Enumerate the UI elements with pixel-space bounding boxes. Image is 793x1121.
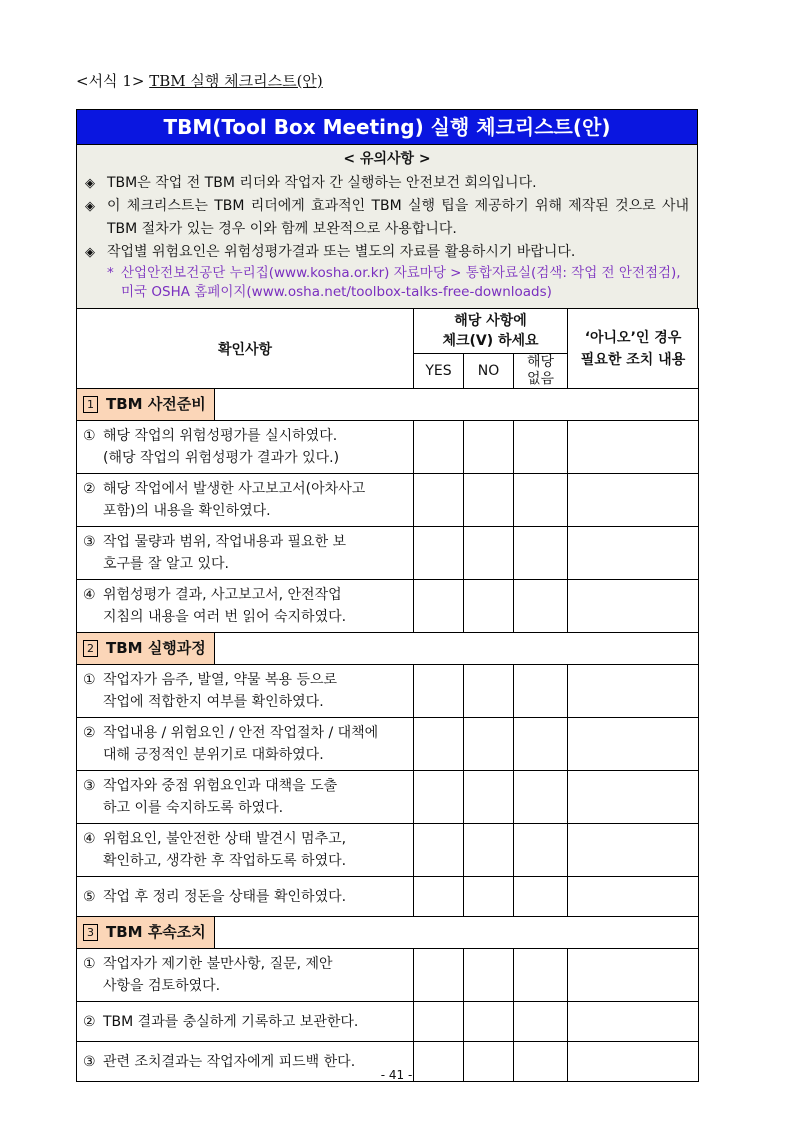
caption-prefix: <서식 1> [76, 72, 145, 90]
yes-check-cell[interactable] [414, 771, 464, 824]
checklist-row [77, 474, 699, 527]
na-check-cell[interactable] [514, 1002, 568, 1042]
item-line2: 사항을 검토하였다. [103, 978, 221, 994]
na-check-cell[interactable] [514, 949, 568, 1002]
section-cell [77, 633, 699, 665]
header-action-line2: 필요한 조치 내용 [580, 351, 686, 368]
section-cell [77, 389, 699, 421]
na-check-cell[interactable] [514, 421, 568, 474]
item-text-cell [77, 474, 414, 527]
source-text: 산업안전보건공단 누리집(www.kosha.or.kr) 자료마당 > 통합자료실(검색: 작업 전 안전점검),미국 OSHA 홈페이지(www.osha.net/toolbox-talks-free-downloads) [121, 265, 681, 300]
checklist-row [77, 718, 699, 771]
item-line1: 위험요인, 불안전한 상태 발견시 멈추고, [103, 831, 347, 847]
na-check-cell[interactable] [514, 877, 568, 917]
item-number: ④ [83, 587, 96, 603]
yes-check-cell[interactable] [414, 824, 464, 877]
checklist-body [77, 389, 699, 1082]
item-line2: 호구를 잘 알고 있다. [103, 556, 229, 572]
item-number: ② [83, 481, 96, 497]
diamond-bullet-icon: ◈ [85, 176, 95, 191]
na-check-cell[interactable] [514, 824, 568, 877]
action-input-cell[interactable] [568, 665, 699, 718]
notes-box [76, 144, 698, 308]
checklist-row [77, 665, 699, 718]
yes-check-cell[interactable] [414, 877, 464, 917]
item-text-cell [77, 718, 414, 771]
no-check-cell[interactable] [464, 877, 514, 917]
checklist-row [77, 1002, 699, 1042]
item-text-cell [77, 421, 414, 474]
na-check-cell[interactable] [514, 474, 568, 527]
yes-check-cell[interactable] [414, 718, 464, 771]
item-line2: 포함)의 내용을 확인하였다. [103, 503, 271, 519]
action-input-cell[interactable] [568, 949, 699, 1002]
diamond-bullet-icon: ◈ [85, 245, 95, 260]
item-number: ② [83, 725, 96, 741]
item-line1: 위험성평가 결과, 사고보고서, 안전작업 [103, 587, 342, 603]
item-text-cell [77, 877, 414, 917]
item-line2: 작업에 적합한지 여부를 확인하였다. [103, 694, 324, 710]
item-number: ② [83, 1013, 96, 1030]
no-check-cell[interactable] [464, 665, 514, 718]
section-label [77, 917, 215, 948]
note-item [85, 172, 689, 195]
item-line1: 작업자가 제기한 불만사항, 질문, 제안 [103, 956, 333, 972]
section-number-box: 3 [83, 924, 98, 941]
item-text-cell [77, 665, 414, 718]
caption-title: TBM 실행 체크리스트(안) [149, 72, 323, 90]
checklist-row [77, 824, 699, 877]
no-check-cell[interactable] [464, 421, 514, 474]
checklist-row [77, 877, 699, 917]
item-line1: 작업자가 음주, 발열, 약물 복용 등으로 [103, 672, 338, 688]
item-line1: 작업자와 중점 위험요인과 대책을 도출 [103, 778, 338, 794]
note-text: TBM은 작업 전 TBM 리더와 작업자 간 실행하는 안전보건 회의입니다. [107, 175, 537, 191]
item-line1: 작업 후 정리 정돈을 상태를 확인하였다. [103, 888, 347, 905]
item-text-cell [77, 580, 414, 633]
no-check-cell[interactable] [464, 771, 514, 824]
no-check-cell[interactable] [464, 949, 514, 1002]
section-title: TBM 실행과정 [106, 639, 206, 657]
action-input-cell[interactable] [568, 1002, 699, 1042]
item-line2: 지침의 내용을 여러 번 읽어 숙지하였다. [103, 609, 347, 625]
item-number: ③ [83, 1053, 96, 1070]
header-no: NO [464, 354, 514, 389]
section-row [77, 389, 699, 421]
item-number: ① [83, 672, 96, 688]
action-input-cell[interactable] [568, 718, 699, 771]
na-check-cell[interactable] [514, 527, 568, 580]
item-text-cell [77, 771, 414, 824]
asterisk-icon: * [107, 265, 114, 281]
yes-check-cell[interactable] [414, 580, 464, 633]
na-check-cell[interactable] [514, 580, 568, 633]
header-check-line1: 해당 사항에 [454, 313, 527, 329]
yes-check-cell[interactable] [414, 949, 464, 1002]
note-item [85, 241, 689, 264]
item-line1: 작업내용 / 위험요인 / 안전 작업절차 / 대책에 [103, 725, 379, 741]
sheet-title: TBM(Tool Box Meeting) 실행 체크리스트(안) [76, 109, 698, 144]
checklist-row [77, 580, 699, 633]
notes-heading: < 유의사항 > [343, 151, 431, 167]
no-check-cell[interactable] [464, 824, 514, 877]
yes-check-cell[interactable] [414, 1002, 464, 1042]
na-check-cell[interactable] [514, 771, 568, 824]
note-text: 이 체크리스트는 TBM 리더에게 효과적인 TBM 실행 팁을 제공하기 위해 제작된 것으로 사내 TBM 절차가 있는 경우 이와 함께 보완적으로 사용합니다. [107, 198, 689, 237]
item-line1: TBM 결과를 충실하게 기록하고 보관한다. [103, 1013, 359, 1030]
no-check-cell[interactable] [464, 580, 514, 633]
checklist-row [77, 771, 699, 824]
yes-check-cell[interactable] [414, 421, 464, 474]
yes-check-cell[interactable] [414, 527, 464, 580]
na-check-cell[interactable] [514, 718, 568, 771]
item-text-cell [77, 527, 414, 580]
action-input-cell[interactable] [568, 771, 699, 824]
section-label [77, 633, 215, 664]
page-number: - 41 - [380, 1068, 413, 1082]
checklist-row [77, 949, 699, 1002]
action-input-cell[interactable] [568, 580, 699, 633]
header-na-line2: 없음 [526, 371, 555, 387]
section-number-box: 1 [83, 396, 98, 413]
table-header-row [77, 309, 699, 354]
header-action-line1: ‘아니오’인 경우 [584, 329, 682, 346]
item-text-cell [77, 949, 414, 1002]
no-check-cell[interactable] [464, 527, 514, 580]
checklist-row [77, 421, 699, 474]
item-line1: 작업 물량과 범위, 작업내용과 필요한 보 [103, 534, 347, 550]
header-check [414, 309, 568, 354]
item-text-cell [77, 1002, 414, 1042]
action-input-cell[interactable] [568, 527, 699, 580]
no-check-cell[interactable] [464, 718, 514, 771]
action-input-cell[interactable] [568, 474, 699, 527]
note-text: 작업별 위험요인은 위험성평가결과 또는 별도의 자료를 활용하시기 바랍니다. [107, 244, 576, 260]
section-number-box: 2 [83, 640, 98, 657]
header-check-line2: 체크(V) 하세요 [442, 333, 539, 349]
na-check-cell[interactable] [514, 665, 568, 718]
yes-check-cell[interactable] [414, 474, 464, 527]
item-number: ⑤ [83, 888, 96, 905]
section-cell [77, 917, 699, 949]
item-number: ① [83, 428, 96, 444]
item-text-cell [77, 824, 414, 877]
item-number: ③ [83, 778, 96, 794]
header-yes: YES [414, 354, 464, 389]
yes-check-cell[interactable] [414, 665, 464, 718]
section-label [77, 389, 215, 420]
header-na [514, 354, 568, 389]
item-number: ④ [83, 831, 96, 847]
item-line1: 해당 작업에서 발생한 사고보고서(아차사고 [103, 481, 366, 497]
item-line1: 해당 작업의 위험성평가를 실시하였다. [103, 428, 338, 444]
diamond-bullet-icon: ◈ [85, 199, 95, 214]
item-number: ① [83, 956, 96, 972]
action-input-cell[interactable] [568, 421, 699, 474]
source-note [85, 264, 689, 302]
note-item [85, 195, 689, 241]
action-input-cell[interactable] [568, 824, 699, 877]
section-title: TBM 사전준비 [106, 395, 206, 413]
header-items: 확인사항 [77, 309, 414, 389]
action-input-cell[interactable] [568, 877, 699, 917]
item-line1: 관련 조치결과는 작업자에게 피드백 한다. [103, 1053, 356, 1070]
section-title: TBM 후속조치 [106, 923, 206, 941]
section-row [77, 633, 699, 665]
item-line2: (해당 작업의 위험성평가 결과가 있다.) [103, 450, 340, 466]
no-check-cell[interactable] [464, 474, 514, 527]
checklist-table [76, 308, 699, 1082]
item-line2: 하고 이를 숙지하도록 하였다. [103, 800, 284, 816]
header-na-line1: 해당 [526, 354, 555, 370]
section-row [77, 917, 699, 949]
item-line2: 확인하고, 생각한 후 작업하도록 하였다. [103, 853, 347, 869]
no-check-cell[interactable] [464, 1002, 514, 1042]
item-number: ③ [83, 534, 96, 550]
item-line2: 대해 긍정적인 분위기로 대화하였다. [103, 747, 324, 763]
header-action [568, 309, 699, 389]
checklist-row [77, 527, 699, 580]
form-caption [76, 70, 323, 91]
checklist-sheet [76, 109, 698, 1082]
